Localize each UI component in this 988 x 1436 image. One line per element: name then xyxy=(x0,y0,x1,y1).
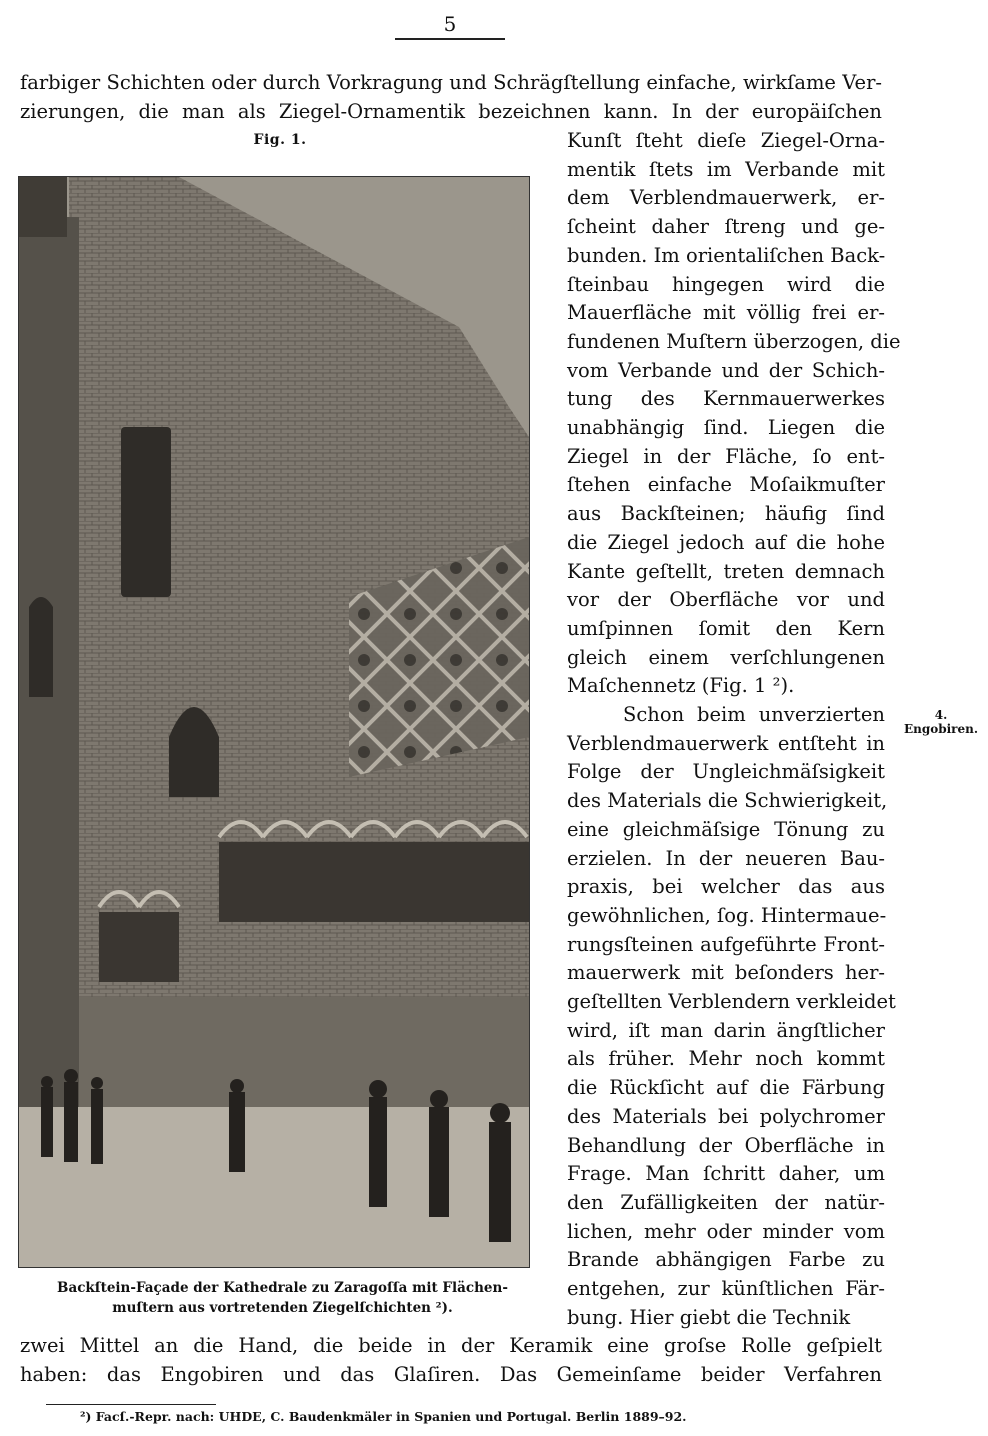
column-text-line: Schon beim unverzierten xyxy=(623,703,885,726)
column-text-line: vom Verbande und der Schich- xyxy=(567,358,885,382)
margin-note-number: 4. xyxy=(934,708,948,722)
column-text-line: mauerwerk mit beſonders her- xyxy=(567,961,885,985)
page-number: 5 xyxy=(395,10,505,40)
column-text-line: wird, iſt man darin ängſtlicher xyxy=(567,1018,885,1042)
column-text-line: bunden. Im orientaliſchen Back- xyxy=(567,243,886,267)
column-text-line: praxis, bei welcher das aus xyxy=(567,875,885,899)
text-line: farbiger Schichten oder durch Vorkragung und Schrägſtellung einfache, wirkſame Ver- xyxy=(20,71,882,94)
column-text-line: die Ziegel jedoch auf die hohe xyxy=(567,530,885,554)
cathedral-facade-illustration xyxy=(19,177,529,1267)
column-text-line: gewöhnlichen, ſog. Hintermaue- xyxy=(567,903,887,927)
column-text-line: Maſchennetz (Fig. 1 ²). xyxy=(567,674,795,698)
column-text-line: als früher. Mehr noch kommt xyxy=(567,1047,885,1071)
column-text-line: Brande abhängigen Farbe zu xyxy=(567,1248,885,1272)
column-text-line: ſcheint daher ſtreng und ge- xyxy=(567,215,885,239)
column-text-line: eine gleichmäſsige Tönung zu xyxy=(567,817,885,841)
column-text-line: lichen, mehr oder minder vom xyxy=(567,1219,885,1243)
footnote-divider xyxy=(46,1404,216,1405)
column-text-line: entgehen, zur künſtlichen Fär- xyxy=(567,1277,885,1300)
footnote: ²) Facſ.-Repr. nach: UHDE, C. Baudenkmäler in Spanien und Portugal. Berlin 1889–92. xyxy=(80,1409,687,1424)
column-text-line: Frage. Man ſchritt daher, um xyxy=(567,1162,885,1186)
column-text-line: umſpinnen ſomit den Kern xyxy=(567,616,885,640)
figure-caption-line: muſtern aus vortretenden Ziegelſchichten ²). xyxy=(112,1300,453,1316)
column-text-line: rungsſteinen aufgeführte Front- xyxy=(567,932,885,956)
column-text-line: Ziegel in der Fläche, ſo ent- xyxy=(567,444,885,468)
column-text-line: bung. Hier giebt die Technik xyxy=(567,1305,851,1329)
column-text-line: ſtehen einfache Moſaikmuſter xyxy=(567,473,885,497)
column-text-line: die Rückſicht auf die Färbung xyxy=(567,1076,885,1100)
column-text-line: gleich einem verſchlungenen xyxy=(567,645,885,669)
column-text-line: aus Backſteinen; häufig ſind xyxy=(567,502,885,526)
column-text-line: erzielen. In der neueren Bau- xyxy=(567,846,885,870)
column-text-line: mentik ſtets im Verbande mit xyxy=(567,157,885,181)
column-text-line: Kante geſtellt, treten demnach xyxy=(567,559,885,583)
figure-caption-line: Backſtein-Façade der Kathedrale zu Zaragoſſa mit Flächen- xyxy=(57,1280,508,1296)
column-text-line: Kunſt ſteht dieſe Ziegel-Orna- xyxy=(567,129,885,152)
column-text-line: tung des Kernmauerwerkes xyxy=(567,387,885,411)
figure-label: Fig. 1. xyxy=(253,132,307,148)
column-text-line: den Zufälligkeiten der natür- xyxy=(567,1190,885,1214)
text-line-content: zierungen, die man als Ziegel-Ornamentik bezeichnen kann. In der europäiſchen xyxy=(20,100,882,123)
text-line: haben: das Engobiren und das Glaſiren. Das Gemeinſame beider Verfahren xyxy=(20,1363,882,1386)
column-text-line: ſteinbau hingegen wird die xyxy=(567,272,885,296)
column-text-line: unabhängig ſind. Liegen die xyxy=(567,416,885,439)
text-line xyxy=(20,97,882,126)
column-text-line: geſtellten Verblendern verkleidet xyxy=(567,990,896,1013)
text-line: zwei Mittel an die Hand, die beide in der Keramik eine groſse Rolle geſpielt xyxy=(20,1334,882,1357)
column-text-line: Mauerfläche mit völlig frei er- xyxy=(567,301,885,325)
column-text-line: vor der Oberfläche vor und xyxy=(567,588,885,612)
margin-note-label: Engobiren. xyxy=(903,722,979,736)
column-text-line: des Materials bei polychromer xyxy=(567,1104,885,1128)
column-text-line: fundenen Muſtern überzogen, die xyxy=(567,329,901,353)
column-text-line: des Materials die Schwierigkeit, xyxy=(567,789,888,813)
figure-photograph xyxy=(18,176,530,1268)
column-text-line: dem Verblendmauerwerk, er- xyxy=(567,186,885,210)
column-text-line: Verblendmauerwerk entſteht in xyxy=(567,731,885,755)
column-text-line: Folge der Ungleichmäſsigkeit xyxy=(567,760,885,784)
column-text-line: Behandlung der Oberfläche in xyxy=(567,1133,885,1157)
